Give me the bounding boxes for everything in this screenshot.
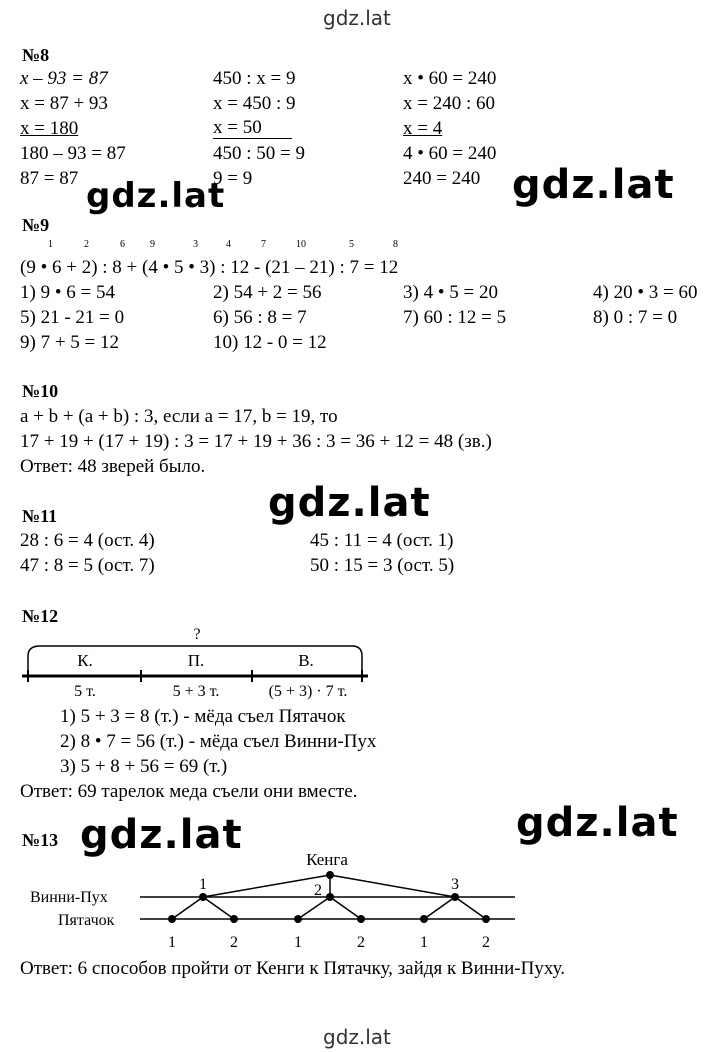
watermark: gdz.lat (80, 812, 243, 858)
task-13-answer: Ответ: 6 способов пройти от Кенги к Пятачку, зайдя к Винни-Пуху. (20, 958, 565, 979)
task-9-step: 1) 9 • 6 = 54 (20, 282, 115, 303)
task-10-answer: Ответ: 48 зверей было. (20, 456, 206, 477)
path-edge (455, 897, 486, 919)
segment-label-p: П. (187, 651, 205, 670)
vinni-puh-node (326, 893, 334, 901)
vinni-puh-node (451, 893, 459, 901)
kenga-label: Кенга (306, 850, 348, 869)
order-mark: 9 (150, 239, 155, 250)
task-12-title: №12 (22, 606, 59, 626)
task-8-col2-line2: x = 450 : 9 (213, 93, 296, 114)
task-8-col1-line4: 180 – 93 = 87 (20, 143, 126, 164)
task-8-col3-line4: 4 • 60 = 240 (403, 143, 497, 164)
path-edge (330, 875, 455, 897)
task-8-col1-line2: x = 87 + 93 (20, 93, 108, 114)
task-8-col1-line5: 87 = 87 (20, 168, 79, 189)
upper-number: 1 (199, 876, 207, 893)
task-12-step: 2) 8 • 7 = 56 (т.) - мёда съел Винни-Пух (60, 731, 377, 752)
lower-number: 2 (482, 934, 490, 951)
task-9-step: 5) 21 - 21 = 0 (20, 307, 125, 328)
task-12-segment-diagram (0, 620, 400, 700)
segment-value: 5 т. (74, 683, 96, 700)
task-8-col3-line3: x = 4 (403, 118, 443, 139)
question-mark: ? (193, 626, 201, 643)
pyatachok-node (482, 915, 490, 923)
task-8-col3-line2: x = 240 : 60 (403, 93, 495, 114)
task-8-col2-line5: 9 = 9 (213, 168, 253, 189)
task-10-title: №10 (22, 381, 59, 401)
watermark: gdz.lat (86, 176, 226, 216)
order-mark: 5 (349, 239, 354, 250)
segment-label-v: В. (298, 651, 314, 670)
task-10-line1: a + b + (a + b) : 3, если a = 17, b = 19, то (20, 406, 338, 427)
task-12-step: 1) 5 + 3 = 8 (т.) - мёда съел Пятачок (60, 706, 346, 727)
order-mark: 2 (84, 239, 89, 250)
task-9-step: 9) 7 + 5 = 12 (20, 332, 120, 353)
segment-value: 5 + 3 т. (172, 683, 220, 700)
order-mark: 3 (193, 239, 198, 250)
task-11-item: 28 : 6 = 4 (ост. 4) (20, 530, 155, 551)
segment-value: (5 + 3) · 7 т. (268, 683, 348, 700)
task-9-step: 4) 20 • 3 = 60 (593, 282, 698, 303)
task-9-step: 7) 60 : 12 = 5 (403, 307, 507, 328)
task-9-step: 6) 56 : 8 = 7 (213, 307, 307, 328)
order-mark: 6 (120, 239, 125, 250)
kenga-node (326, 871, 334, 879)
pyatachok-node (230, 915, 238, 923)
pyatachok-node (294, 915, 302, 923)
order-mark: 1 (48, 239, 53, 250)
upper-number: 3 (451, 876, 459, 893)
pyatachok-label: Пятачок (58, 912, 115, 929)
task-12-step: 3) 5 + 8 + 56 = 69 (т.) (60, 756, 228, 777)
pyatachok-node (168, 915, 176, 923)
task-8-col2-line3: x = 50 (213, 118, 292, 139)
task-9-step: 8) 0 : 7 = 0 (593, 307, 678, 328)
watermark-bottom: gdz.lat (323, 1025, 391, 1049)
order-mark: 4 (226, 239, 231, 250)
path-edge (172, 897, 203, 919)
vinni-puh-node (199, 893, 207, 901)
task-8-col2-line4: 450 : 50 = 9 (213, 143, 305, 164)
lower-number: 1 (168, 934, 176, 951)
lower-number: 2 (357, 934, 365, 951)
task-8-col3-line1: x • 60 = 240 (403, 68, 497, 89)
path-edge (330, 897, 361, 919)
watermark-top: gdz.lat (323, 6, 391, 30)
task-13-title: №13 (22, 830, 59, 850)
watermark: gdz.lat (516, 800, 679, 846)
upper-number: 2 (314, 882, 322, 899)
order-mark: 10 (296, 239, 306, 250)
task-11-title: №11 (22, 506, 58, 526)
segment-label-k: К. (77, 651, 93, 670)
order-mark: 8 (393, 239, 398, 250)
task-11-item: 45 : 11 = 4 (ост. 1) (310, 530, 454, 551)
path-edge (298, 897, 330, 919)
task-9-step: 2) 54 + 2 = 56 (213, 282, 322, 303)
vinni-puh-label: Винни-Пух (30, 889, 108, 906)
task-8-col2-line1: 450 : x = 9 (213, 68, 296, 89)
path-edge (203, 875, 330, 897)
task-8-title: №8 (22, 45, 50, 65)
task-13-path-diagram (0, 845, 540, 955)
pyatachok-node (420, 915, 428, 923)
task-11-item: 47 : 8 = 5 (ост. 7) (20, 555, 155, 576)
watermark: gdz.lat (512, 162, 675, 208)
lower-number: 1 (294, 934, 302, 951)
task-9-title: №9 (22, 215, 50, 235)
watermark: gdz.lat (268, 480, 431, 526)
task-9-step: 10) 12 - 0 = 12 (213, 332, 327, 353)
path-edge (203, 897, 234, 919)
task-11-item: 50 : 15 = 3 (ост. 5) (310, 555, 455, 576)
pyatachok-node (357, 915, 365, 923)
lower-number: 2 (230, 934, 238, 951)
task-9-step: 3) 4 • 5 = 20 (403, 282, 498, 303)
task-9-expression: (9 • 6 + 2) : 8 + (4 • 5 • 3) : 12 - (21 – 21) : 7 = 12 (20, 257, 399, 278)
path-edge (424, 897, 455, 919)
task-8-col1-line3: x = 180 (20, 118, 79, 139)
task-8-col1-line1: x – 93 = 87 (20, 68, 108, 89)
lower-number: 1 (420, 934, 428, 951)
task-12-answer: Ответ: 69 тарелок меда съели они вместе. (20, 781, 358, 802)
order-mark: 7 (261, 239, 266, 250)
task-8-col3-line5: 240 = 240 (403, 168, 481, 189)
task-10-line2: 17 + 19 + (17 + 19) : 3 = 17 + 19 + 36 : 3 = 36 + 12 = 48 (зв.) (20, 431, 492, 452)
